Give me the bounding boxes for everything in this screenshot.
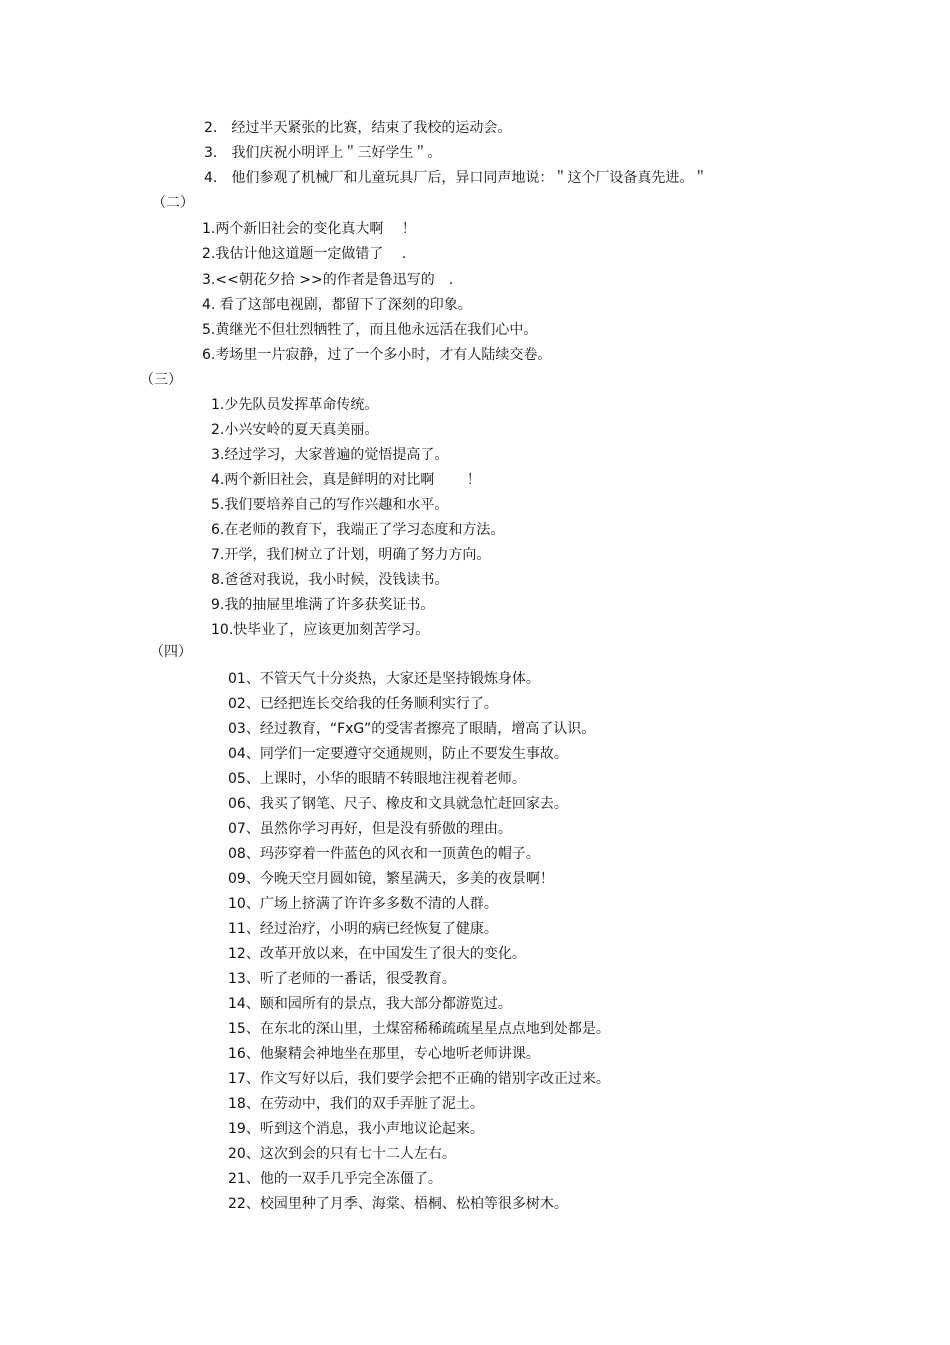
sentence-line: 01、不管天气十分炎热，大家还是坚持锻炼身体。 [228, 671, 540, 687]
sentence-line: 19、听到这个消息，我小声地议论起来。 [228, 1121, 484, 1137]
sentence-line: 21、他的一双手几乎完全冻僵了。 [228, 1171, 442, 1187]
sentence-line: 8.爸爸对我说，我小时候，没钱读书。 [211, 572, 449, 588]
sentence-line: 03、经过教育，“FxG”的受害者擦亮了眼睛，增高了认识。 [228, 721, 596, 737]
sentence-line: 6.在老师的教育下，我端正了学习态度和方法。 [211, 522, 505, 538]
sentence-line: 5.我们要培养自己的写作兴趣和水平。 [211, 497, 449, 513]
sentence-line: 9.我的抽屉里堆满了许多获奖证书。 [211, 597, 435, 613]
sentence-line: 10.快毕业了，应该更加刻苦学习。 [211, 622, 430, 638]
sentence-line: 3.<<朝花夕拾 >>的作者是鲁迅写的 . [202, 272, 454, 288]
sentence-line: 20、这次到会的只有七十二人左右。 [228, 1146, 456, 1162]
sentence-line: 05、上课时，小华的眼睛不转眼地注视着老师。 [228, 771, 526, 787]
sentence-line: 15、在东北的深山里，土煤窑稀稀疏疏星星点点地到处都是。 [228, 1021, 610, 1037]
sentence-line: 5.黄继光不但壮烈牺牲了，而且他永远活在我们心中。 [202, 322, 538, 338]
sentence-line: 06、我买了钢笔、尺子、橡皮和文具就急忙赶回家去。 [228, 796, 568, 812]
sentence-line: 10、广场上挤满了许许多多数不清的人群。 [228, 896, 498, 912]
sentence-line: 3.经过学习，大家普遍的觉悟提高了。 [211, 447, 449, 463]
sentence-line: 22、校园里种了月季、海棠、梧桐、松柏等很多树木。 [228, 1196, 568, 1212]
sentence-line: 2． 经过半天紧张的比赛，结束了我校的运动会。 [204, 120, 512, 136]
section-heading: （四） [150, 644, 192, 660]
sentence-line: 4． 他们参观了机械厂和儿童玩具厂后，异口同声地说：＂这个厂设备真先进。＂ [204, 170, 708, 186]
sentence-line: 4.两个新旧社会，真是鲜明的对比啊 ！ [211, 472, 481, 488]
section-heading: （三） [140, 372, 182, 388]
sentence-line: 09、今晚天空月圆如镜，繁星满天，多美的夜景啊！ [228, 871, 554, 887]
sentence-line: 04、同学们一定要遵守交通规则，防止不要发生事故。 [228, 746, 568, 762]
sentence-line: 4. 看了这部电视剧，都留下了深刻的印象。 [202, 297, 472, 313]
sentence-line: 13、听了老师的一番话，很受教育。 [228, 971, 456, 987]
sentence-line: 7.开学，我们树立了计划，明确了努力方向。 [211, 547, 491, 563]
sentence-line: 18、在劳动中，我们的双手弄脏了泥土。 [228, 1096, 484, 1112]
sentence-line: 12、改革开放以来，在中国发生了很大的变化。 [228, 946, 526, 962]
sentence-line: 16、他聚精会神地坐在那里，专心地听老师讲课。 [228, 1046, 540, 1062]
sentence-line: 14、颐和园所有的景点，我大部分都游览过。 [228, 996, 512, 1012]
sentence-line: 1.少先队员发挥革命传统。 [211, 397, 379, 413]
sentence-line: 2.小兴安岭的夏天真美丽。 [211, 422, 379, 438]
sentence-line: 6.考场里一片寂静，过了一个多小时，才有人陆续交卷。 [202, 347, 552, 363]
sentence-line: 1.两个新旧社会的变化真大啊 ！ [202, 221, 416, 237]
sentence-line: 17、作文写好以后，我们要学会把不正确的错别字改正过来。 [228, 1071, 610, 1087]
sentence-line: 07、虽然你学习再好，但是没有骄傲的理由。 [228, 821, 512, 837]
sentence-line: 3． 我们庆祝小明评上＂三好学生＂。 [204, 145, 442, 161]
sentence-line: 02、已经把连长交给我的任务顺利实行了。 [228, 696, 498, 712]
section-heading: （二） [152, 195, 194, 211]
sentence-line: 08、玛莎穿着一件蓝色的风衣和一顶黄色的帽子。 [228, 846, 540, 862]
sentence-line: 2.我估计他这道题一定做错了 . [202, 246, 407, 262]
sentence-line: 11、经过治疗，小明的病已经恢复了健康。 [228, 921, 498, 937]
